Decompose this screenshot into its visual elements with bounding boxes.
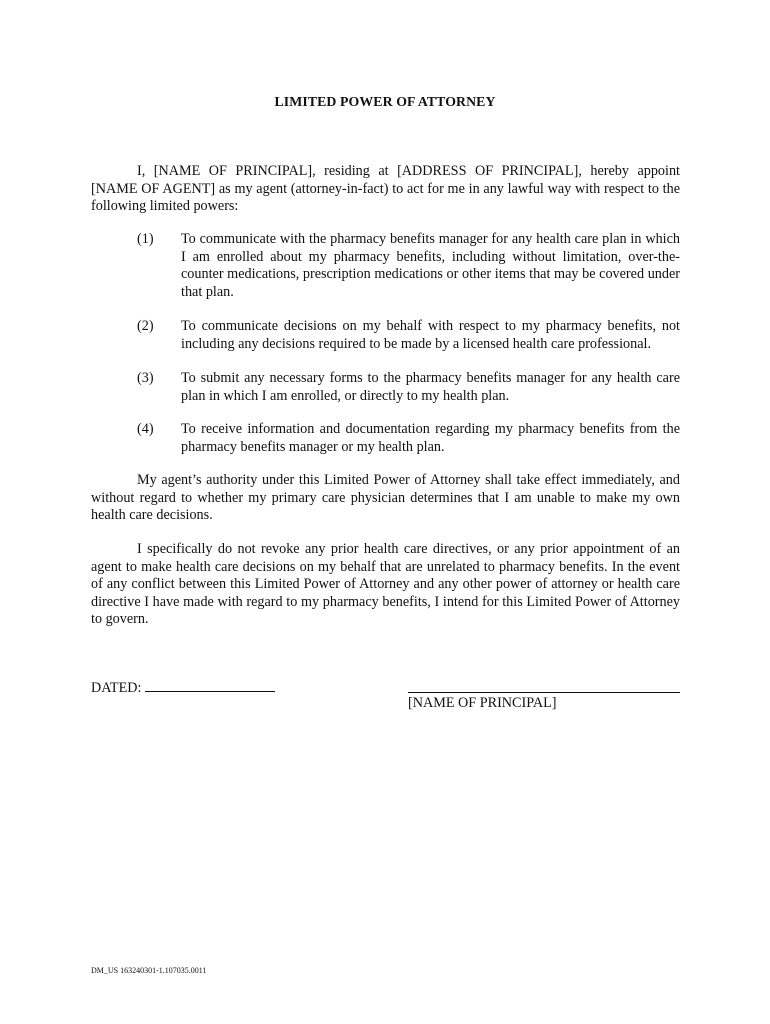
power-item-number: (1) (137, 231, 154, 247)
power-item-text: To communicate decisions on my behalf with respect to my pharmacy benefits, not including any decisions required to be made by a licensed health care professional. (181, 318, 680, 352)
power-item-3 (91, 370, 680, 405)
page-title: LIMITED POWER OF ATTORNEY (274, 94, 496, 109)
revocation-paragraph: I specifically do not revoke any prior health care directives, or any prior appointment of an agent to make health care decisions on my behalf that are unrelated to pharmacy benefits. In the event of any conflict between this Limited Power of Attorney and any other power of attorney or health care directive I have made with regard to my pharmacy benefits, I intend for this Limited Power of Attorney to govern. (91, 541, 680, 628)
power-item-number: (2) (137, 318, 154, 334)
power-item-text: To communicate with the pharmacy benefits manager for any health care plan in which I am enrolled about my pharmacy benefits, including without limitation, over-the-counter medications, prescription medications or other items that may be covered under that plan. (181, 231, 680, 300)
power-item-number: (3) (137, 370, 154, 386)
principal-name-label: [NAME OF PRINCIPAL] (408, 695, 557, 711)
power-item-text: To submit any necessary forms to the pharmacy benefits manager for any health care plan in which I am enrolled, or directly to my health plan. (181, 370, 680, 404)
document-footer-id: DM_US 163240301-1.107035.0011 (91, 966, 207, 975)
power-item-1 (91, 231, 680, 301)
dated-field (91, 678, 275, 698)
power-item-2 (91, 318, 680, 353)
intro-paragraph: I, [NAME OF PRINCIPAL], residing at [ADDRESS OF PRINCIPAL], hereby appoint [NAME OF AGENT] as my agent (attorney-in-fact) to act for me in any lawful way with respect to the following limited powers: (91, 163, 680, 215)
signature-line (408, 692, 680, 693)
dated-line (145, 678, 275, 692)
dated-label: DATED: (91, 680, 142, 696)
power-item-4 (91, 421, 680, 456)
power-item-number: (4) (137, 421, 154, 437)
signature-block (91, 678, 680, 718)
power-item-text: To receive information and documentation regarding my pharmacy benefits from the pharmacy benefits manager or my health plan. (181, 421, 680, 455)
authority-paragraph: My agent’s authority under this Limited Power of Attorney shall take effect immediately, and without regard to whether my primary care physician determines that I am unable to make my own health care decisions. (91, 472, 680, 524)
